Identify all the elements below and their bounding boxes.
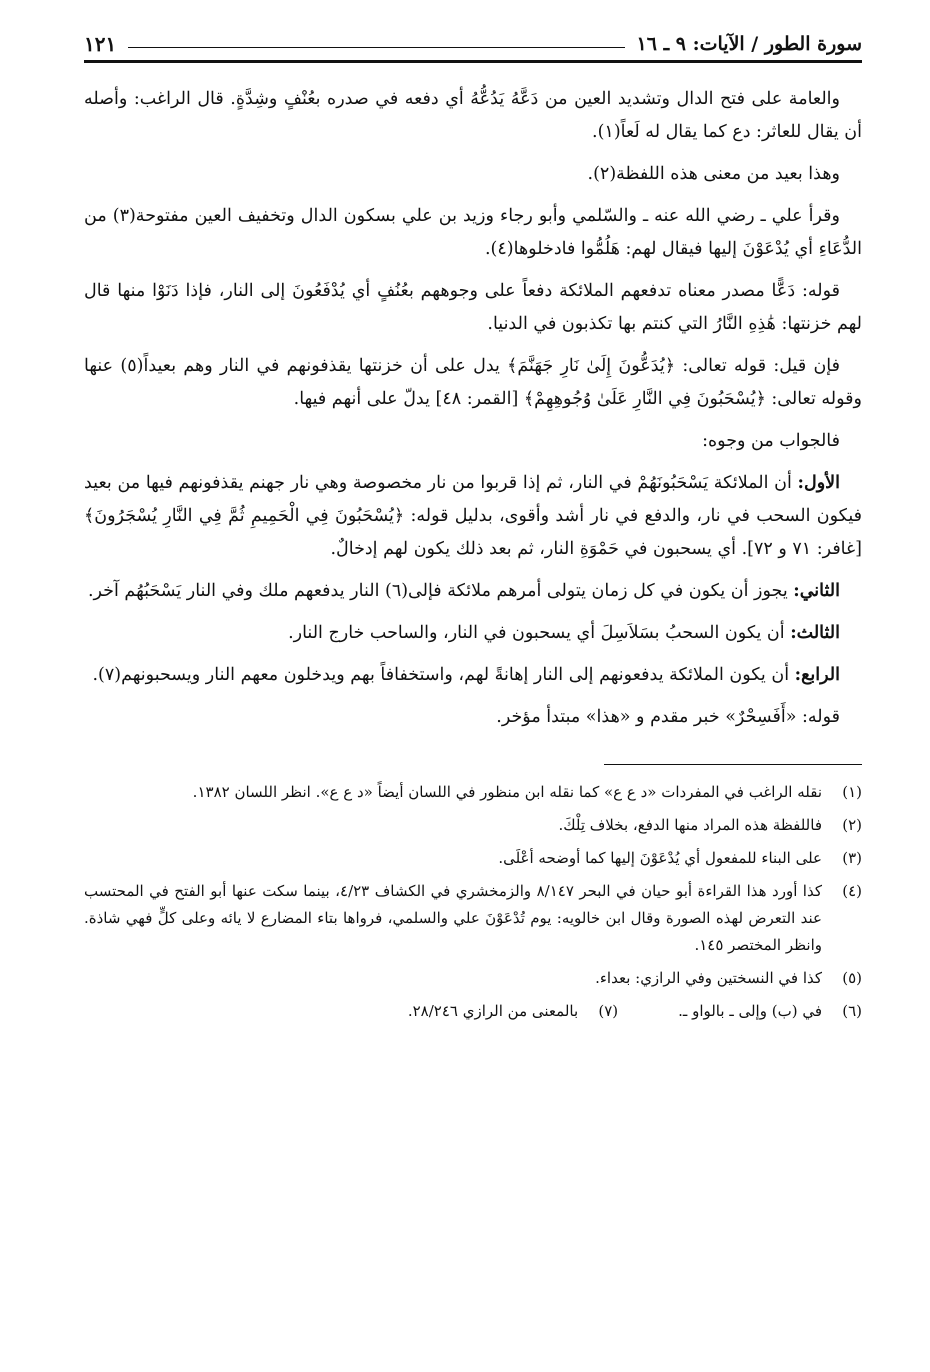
footnote-number: (٦) [842,1002,862,1020]
paragraph [84,659,862,692]
footnotes [84,779,862,1031]
paragraph-text: أن يكون الملائكة يدفعونهم إلى النار إهانةً لهم، واستخفافاً بهم ويدخلون معهم النار ويسحبونهم(٧). [92,665,795,685]
running-header [84,22,862,63]
footnote [84,965,862,992]
footnote-text: في (ب) وإلى ـ بالواو ـ. [678,1002,822,1020]
paragraph-text: قوله: «أَفَسِحْرٌ» خبر مقدم و «هذا» مبتدأ مؤخر. [496,707,840,727]
footnote-number: (١) [842,783,862,801]
paragraph [84,467,862,566]
paragraph-text: يجوز أن يكون في كل زمان يتولى أمرهم ملائكة فإلى(٦) النار يدفعهم ملك وفي النار يَسْحَبُهُم آخر. [87,581,794,601]
point-label: الرابع: [794,665,840,685]
footnote-text: فاللفظة هذه المراد منها الدفع، بخلاف تِلْكَ. [558,816,822,834]
point-label: الثالث: [790,623,840,643]
footnote-number: (٧) [598,1002,619,1020]
header-rule [128,47,624,48]
paragraph [84,701,862,734]
paragraph [84,83,862,149]
footnote [678,998,862,1025]
page-number: ١٢١ [84,32,117,56]
paragraph-text: فإن قيل: قوله تعالى: ﴿يُدَعُّونَ إِلَىٰ نَارِ جَهَنَّمَ﴾ يدل على أن خزنتها يقذفونهم في النار وهم بعيداً(٥) عنها وقوله تعالى: ﴿يُسْحَبُونَ فِي النَّارِ عَلَىٰ وُجُوهِهِمْ﴾ [القمر: ٤٨] يدلّ على أنهم فيها. [84,356,862,409]
footnote-text: بالمعنى من الرازي ٢٨/٢٤٦. [407,1002,579,1020]
paragraph [84,350,862,416]
footnote [84,878,862,959]
paragraph-text: وقرأ علي ـ رضي الله عنه ـ والسّلمي وأبو رجاء وزيد بن علي بسكون الدال وتخفيف العين مفتوحة(٣) من الدُّعَاءِ أي يُدْعَوْنَ إليها فيقال لهم: هَلُمُّوا فادخلوها(٤). [84,206,862,259]
point-label: الثاني: [793,581,840,601]
footnote [408,998,618,1025]
footnote [84,845,862,872]
paragraph-text: أن يكون السحبُ بسَلاَسِلَ أي يسحبون في النار، والساحب خارج النار. [288,623,791,643]
paragraph-text: وهذا بعيد من معنى هذه اللفظة(٢). [587,164,840,184]
paragraph-text: فالجواب من وجوه: [702,431,840,451]
footnote-separator [604,764,862,765]
footnote-number: (٣) [842,849,862,867]
main-text [84,83,862,734]
footnote-text: كذا أورد هذا القراءة أبو حيان في البحر ٨/١٤٧ والزمخشري في الكشاف ٤/٢٣، بينما سكت عنها أبو الفتح في المحتسب عند التعرض لهذه الصورة وقال ابن خالويه: يوم تُدْعَوْنَ علي والسلمي، فرواها بتاء المضارع لا يائه وعلى كلٍّ فهي شاذة. وانظر المختصر ١٤٥. [84,882,822,954]
paragraph-text: أن الملائكة يَسْحَبُونَهُمْ في النار، ثم إذا قربوا من نار مخصوصة وهي نار جهنم يقذفونهم فيها من بعيد فيكون السحب في نار، والدفع في نار أشد وأقوى، بدليل قوله: ﴿يُسْحَبُونَ فِي الْحَمِيمِ ثُمَّ فِي النَّارِ يُسْجَرُونَ﴾ [غافر: ٧١ و ٧٢]. أي يسحبون في حَمْوَةِ النار، ثم بعد ذلك يكون لهم إدخالٌ. [84,473,862,559]
footnote-number: (٢) [842,816,862,834]
footnote [84,812,862,839]
paragraph-text: قوله: دَعًّا مصدر معناه تدفعهم الملائكة دفعاً على وجوههم بعُنُفٍ أي يُدْفَعُونَ إلى النار، فإذا دَنَوْا منها قال لهم خزنتها: هَٰذِهِ النَّارُ التي كنتم بها تكذبون في الدنيا. [84,281,862,334]
paragraph [84,200,862,266]
surah-title: سورة الطور / الآيات: ٩ ـ ١٦ [636,33,862,56]
footnote-number: (٤) [842,882,862,900]
footnote-number: (٥) [842,969,862,987]
point-label: الأول: [797,473,840,493]
footnote-text: على البناء للمفعول أي يُدْعَوْنَ إليها كما أوضحه أعْلَى. [498,849,822,867]
paragraph [84,425,862,458]
page [84,22,862,1372]
paragraph [84,158,862,191]
footnote-row [84,998,862,1031]
paragraph [84,617,862,650]
paragraph [84,575,862,608]
paragraph [84,275,862,341]
paragraph-text: والعامة على فتح الدال وتشديد العين من دَعَّهُ يَدُعُّهُ أي دفعه في صدره بعُنْفٍ وشِدَّةٍ. قال الراغب: وأصله أن يقال للعاثر: دع كما يقال له لَعاً(١). [84,89,862,142]
footnote-text: نقله الراغب في المفردات «د ع ع» كما نقله ابن منظور في اللسان أيضاً «د ع ع». انظر اللسان ١٣٨٢. [192,783,822,801]
footnote [84,779,862,806]
footnote-text: كذا في النسختين وفي الرازي: بعداء. [595,969,822,987]
